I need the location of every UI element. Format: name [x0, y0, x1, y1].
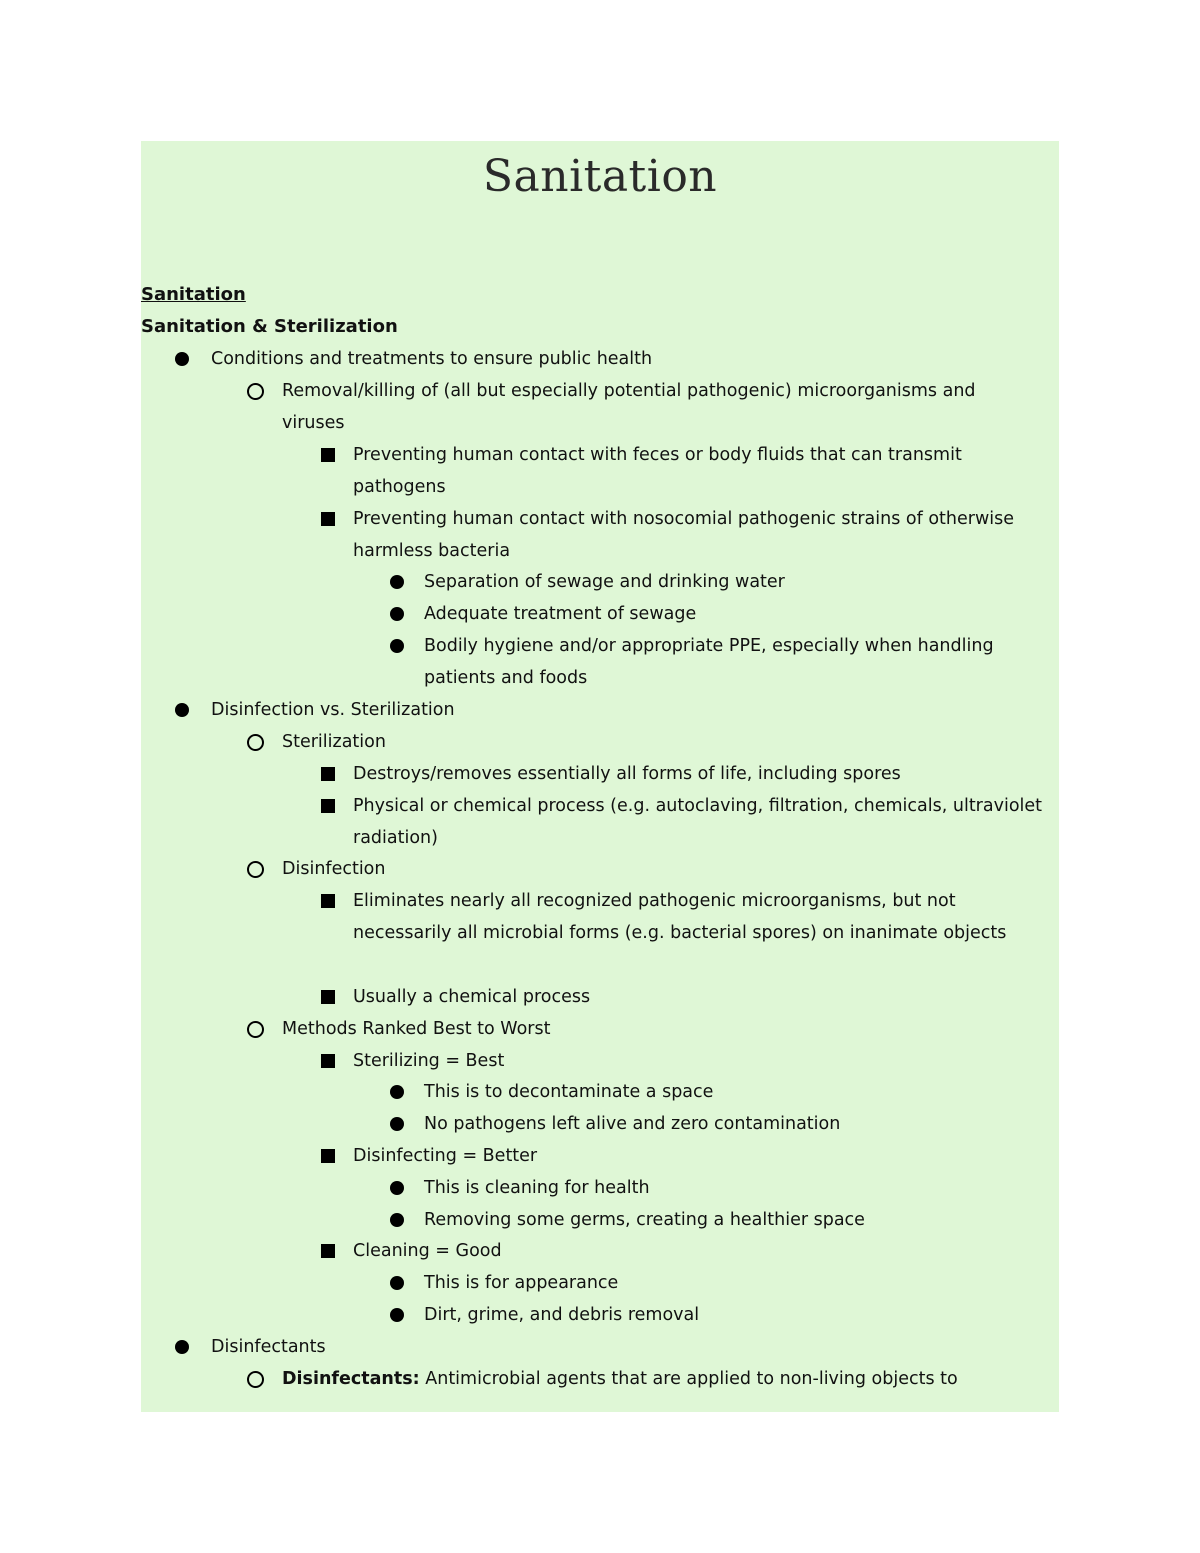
bullet-disc-icon — [390, 575, 404, 589]
page-title: Sanitation — [482, 151, 718, 202]
list-item-text: Dirt, grime, and debris removal — [424, 1305, 700, 1325]
list-item-text: This is for appearance — [424, 1273, 619, 1293]
list-item-text: Usually a chemical process — [353, 987, 591, 1007]
list-item-text: Preventing human contact with nosocomial pathogenic strains of otherwise harmless bacteria — [353, 509, 1015, 561]
list-item-text: Removal/killing of (all but especially potential pathogenic) microorganisms and viruses — [282, 381, 976, 433]
bullet-square-icon — [321, 1149, 335, 1163]
bullet-disc-icon — [175, 703, 189, 717]
list-item — [424, 1267, 1024, 1299]
list-item-text: This is cleaning for health — [424, 1178, 650, 1198]
bullet-disc-icon — [175, 352, 189, 366]
list-item-text: Methods Ranked Best to Worst — [282, 1019, 551, 1039]
list-item-text: No pathogens left alive and zero contamination — [424, 1114, 841, 1134]
list-item-text: Physical or chemical process (e.g. autoclaving, filtration, chemicals, ultraviolet radiation) — [353, 796, 1043, 848]
bullet-circle-icon — [247, 1021, 264, 1038]
bullet-circle-icon — [247, 383, 264, 400]
list-item — [424, 1299, 1024, 1331]
section-heading: Sanitation — [141, 284, 246, 305]
document-page — [141, 141, 1059, 1412]
list-item — [353, 790, 1043, 854]
list-item — [353, 758, 1043, 790]
bullet-square-icon — [321, 767, 335, 781]
list-item-text: Disinfection vs. Sterilization — [211, 700, 455, 720]
list-item — [282, 853, 1042, 885]
list-item — [211, 343, 1051, 375]
bullet-disc-icon — [390, 1085, 404, 1099]
list-item — [282, 1013, 1042, 1045]
list-item-text: Bodily hygiene and/or appropriate PPE, especially when handling patients and foods — [424, 636, 994, 688]
bullet-square-icon — [321, 1244, 335, 1258]
list-item — [211, 1331, 1051, 1363]
list-item — [282, 1363, 1042, 1395]
list-item — [353, 885, 1043, 949]
bullet-square-icon — [321, 1054, 335, 1068]
list-item-text: Sterilizing = Best — [353, 1051, 505, 1071]
list-item-text: This is to decontaminate a space — [424, 1082, 714, 1102]
list-item — [282, 726, 1042, 758]
list-item-text: Separation of sewage and drinking water — [424, 572, 785, 592]
bullet-square-icon — [321, 448, 335, 462]
list-item — [282, 375, 1042, 439]
list-item — [424, 1108, 1024, 1140]
list-item-text: Disinfectants — [211, 1337, 326, 1357]
bullet-disc-icon — [390, 607, 404, 621]
bullet-disc-icon — [390, 1117, 404, 1131]
list-item — [211, 694, 1051, 726]
list-item-text: Conditions and treatments to ensure public health — [211, 349, 653, 369]
list-item — [424, 566, 1024, 598]
list-item-text: Adequate treatment of sewage — [424, 604, 697, 624]
list-item — [424, 1172, 1024, 1204]
list-item — [424, 1204, 1024, 1236]
bullet-circle-icon — [247, 861, 264, 878]
list-item-text: Removing some germs, creating a healthier space — [424, 1210, 865, 1230]
bullet-disc-icon — [390, 639, 404, 653]
bullet-disc-icon — [390, 1213, 404, 1227]
list-item — [353, 1235, 1043, 1267]
list-item — [353, 1140, 1043, 1172]
bullet-circle-icon — [247, 734, 264, 751]
list-item-text: Preventing human contact with feces or body fluids that can transmit pathogens — [353, 445, 962, 497]
bullet-disc-icon — [175, 1340, 189, 1354]
bullet-square-icon — [321, 799, 335, 813]
bullet-square-icon — [321, 990, 335, 1004]
subsection-heading: Sanitation & Sterilization — [141, 316, 398, 337]
list-item — [353, 439, 1043, 503]
list-item-text: Destroys/removes essentially all forms of life, including spores — [353, 764, 901, 784]
list-item-text — [282, 1363, 1042, 1395]
bullet-circle-icon — [247, 1371, 264, 1388]
list-item-text: Disinfection — [282, 859, 386, 879]
list-item-text: Eliminates nearly all recognized pathogenic microorganisms, but not necessarily all microbial forms (e.g. bacterial spores) on inanimate objects — [353, 891, 1007, 943]
list-item-text: Sterilization — [282, 732, 386, 752]
bullet-disc-icon — [390, 1276, 404, 1290]
list-item — [424, 1076, 1024, 1108]
bullet-square-icon — [321, 894, 335, 908]
list-item — [353, 1045, 1043, 1077]
bullet-disc-icon — [390, 1308, 404, 1322]
term-label: Disinfectants: — [282, 1369, 420, 1389]
list-item — [353, 981, 1043, 1013]
list-item — [353, 503, 1043, 567]
term-definition: Antimicrobial agents that are applied to non-living objects to — [425, 1369, 958, 1389]
list-item — [424, 630, 1024, 694]
bullet-disc-icon — [390, 1181, 404, 1195]
list-item-text: Cleaning = Good — [353, 1241, 502, 1261]
bullet-square-icon — [321, 512, 335, 526]
list-item — [424, 598, 1024, 630]
list-item-text: Disinfecting = Better — [353, 1146, 538, 1166]
